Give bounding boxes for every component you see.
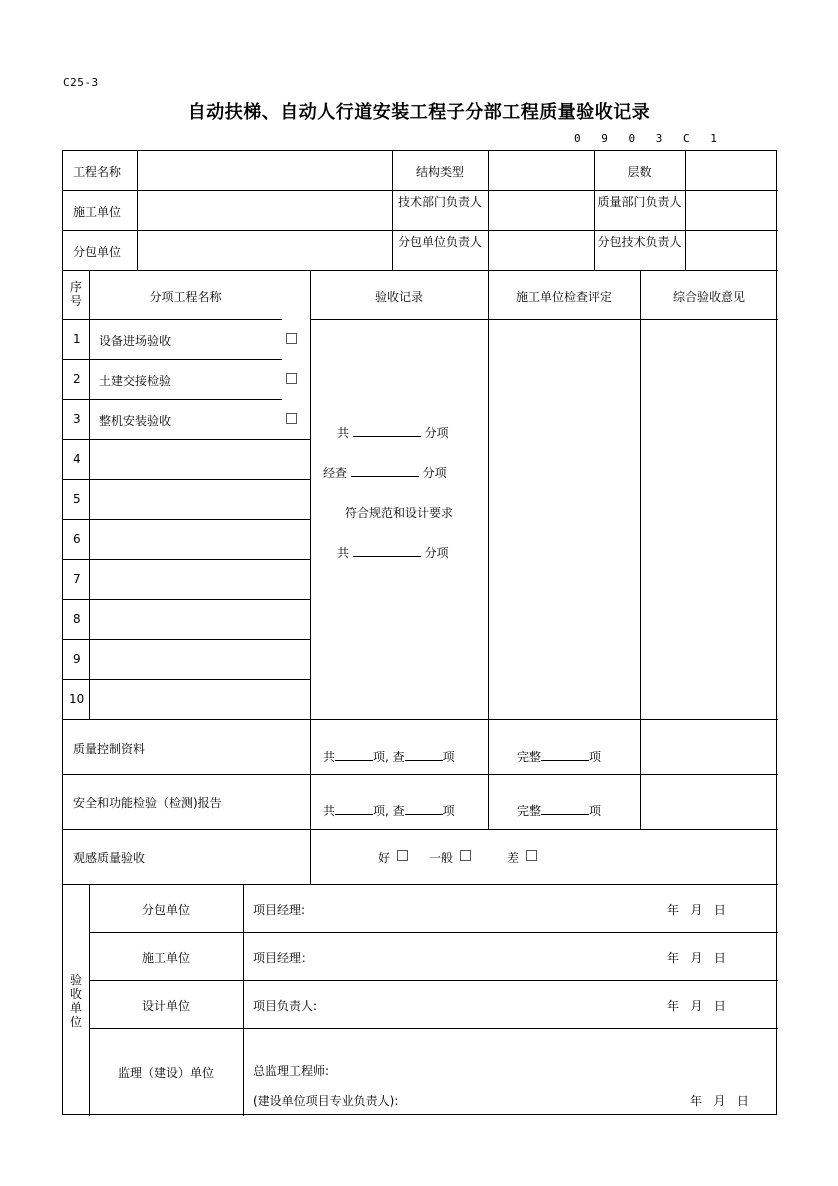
owner-rep-label: (建设单位项目专业负责人): <box>253 1094 399 1108</box>
item-checkbox[interactable] <box>286 333 297 344</box>
acceptance-unit-name: 设计单位 <box>141 999 190 1013</box>
supervision-date: 年 月 日 <box>690 1094 749 1108</box>
row-divider <box>63 270 778 271</box>
acceptance-unit-name: 施工单位 <box>141 951 190 965</box>
row-number: 4 <box>73 452 81 466</box>
supervision-unit-label: 监理（建设）单位 <box>117 1066 214 1080</box>
acceptance-date: 年 月 日 <box>667 903 726 917</box>
appearance-normal-checkbox[interactable] <box>460 850 471 861</box>
safety-reports-label: 安全和功能检验（检测)报告 <box>73 796 222 810</box>
appearance-poor-label: 差 <box>507 851 520 865</box>
col-divider <box>89 270 90 719</box>
row-number: 7 <box>73 572 81 586</box>
quality-docs-count: 共 项, 查 项 <box>323 750 455 764</box>
col-divider <box>137 151 138 270</box>
sub-unit-head-label: 分包单位负责人 <box>397 235 482 249</box>
item-checkbox[interactable] <box>286 413 297 424</box>
row-divider <box>63 399 89 400</box>
quality-dept-head-label: 质量部门负责人 <box>597 195 682 209</box>
construction-unit-label: 施工单位 <box>73 205 122 219</box>
record-checked: 经查 分项 <box>323 466 447 480</box>
quality-docs-label: 质量控制资料 <box>73 742 146 756</box>
opinion-label: 综合验收意见 <box>672 290 745 304</box>
row-divider <box>89 399 282 400</box>
item-name: 设备进场验收 <box>99 334 172 348</box>
acceptance-person: 项目经理： <box>253 951 314 965</box>
seq-label: 序号 <box>69 280 82 308</box>
row-divider <box>63 774 778 775</box>
row-divider <box>63 599 310 600</box>
row-divider <box>63 319 89 320</box>
row-number: 10 <box>69 692 85 706</box>
appearance-good-checkbox[interactable] <box>397 850 408 861</box>
row-divider <box>63 639 310 640</box>
subcontractor-label: 分包单位 <box>73 245 122 259</box>
safety-reports-complete: 完整 项 <box>517 804 602 818</box>
record-total: 共 分项 <box>337 426 449 440</box>
row-number: 8 <box>73 612 81 626</box>
acceptance-date: 年 月 日 <box>667 951 726 965</box>
floors-label: 层数 <box>627 165 652 179</box>
row-divider <box>63 190 778 191</box>
form-table <box>62 150 777 1115</box>
acceptance-date: 年 月 日 <box>667 999 726 1013</box>
item-name: 土建交接检验 <box>99 374 172 388</box>
record-conform-text: 符合规范和设计要求 <box>344 506 453 520</box>
row-divider <box>89 980 778 981</box>
record-label: 验收记录 <box>374 290 423 304</box>
structure-type-label: 结构类型 <box>415 165 464 179</box>
tech-dept-head-label: 技术部门负责人 <box>397 195 482 209</box>
row-divider <box>63 519 310 520</box>
col-divider <box>488 151 489 270</box>
row-number: 1 <box>73 332 81 346</box>
item-name: 整机安装验收 <box>99 414 172 428</box>
document-number: 0 9 0 3 C 1 <box>574 132 724 145</box>
row-divider <box>63 479 310 480</box>
row-divider <box>63 359 89 360</box>
col-divider <box>310 270 311 884</box>
row-divider <box>63 829 778 830</box>
appearance-label: 观感质量验收 <box>73 851 146 865</box>
row-divider <box>89 359 282 360</box>
appearance-poor-checkbox[interactable] <box>526 850 537 861</box>
row-divider <box>63 679 310 680</box>
row-number: 9 <box>73 652 81 666</box>
acceptance-person: 项目经理: <box>253 903 306 917</box>
chief-engineer-label: 总监理工程师: <box>253 1064 330 1078</box>
row-divider <box>310 319 778 320</box>
safety-reports-count: 共 项, 查 项 <box>323 804 455 818</box>
row-number: 2 <box>73 372 81 386</box>
row-number: 6 <box>73 532 81 546</box>
appearance-good-label: 好 <box>378 851 391 865</box>
row-number: 3 <box>73 412 81 426</box>
row-divider <box>63 439 310 440</box>
row-divider <box>63 559 310 560</box>
quality-docs-complete: 完整 项 <box>517 750 602 764</box>
page-title: 自动扶梯、自动人行道安装工程子分部工程质量验收记录 <box>187 102 651 123</box>
acceptance-units-label: 验收单位 <box>69 973 82 1029</box>
col-divider <box>685 151 686 270</box>
appearance-normal-label: 一般 <box>429 851 454 865</box>
row-divider <box>89 1028 778 1029</box>
acceptance-person: 项目负责人: <box>253 999 318 1013</box>
col-divider <box>488 270 489 829</box>
row-divider <box>63 884 778 885</box>
item-name-label: 分项工程名称 <box>149 290 222 304</box>
acceptance-unit-name: 分包单位 <box>141 903 190 917</box>
record-conform: 共 分项 <box>337 546 449 560</box>
row-divider <box>63 230 778 231</box>
row-divider <box>63 719 778 720</box>
row-divider <box>89 319 282 320</box>
row-number: 5 <box>73 492 81 506</box>
self-check-label: 施工单位检查评定 <box>515 290 612 304</box>
item-checkbox[interactable] <box>286 373 297 384</box>
project-name-label: 工程名称 <box>73 165 122 179</box>
col-divider <box>243 884 244 1116</box>
sub-tech-head-label: 分包技术负责人 <box>597 235 682 249</box>
form-code: C25-3 <box>63 76 99 89</box>
row-divider <box>89 932 778 933</box>
